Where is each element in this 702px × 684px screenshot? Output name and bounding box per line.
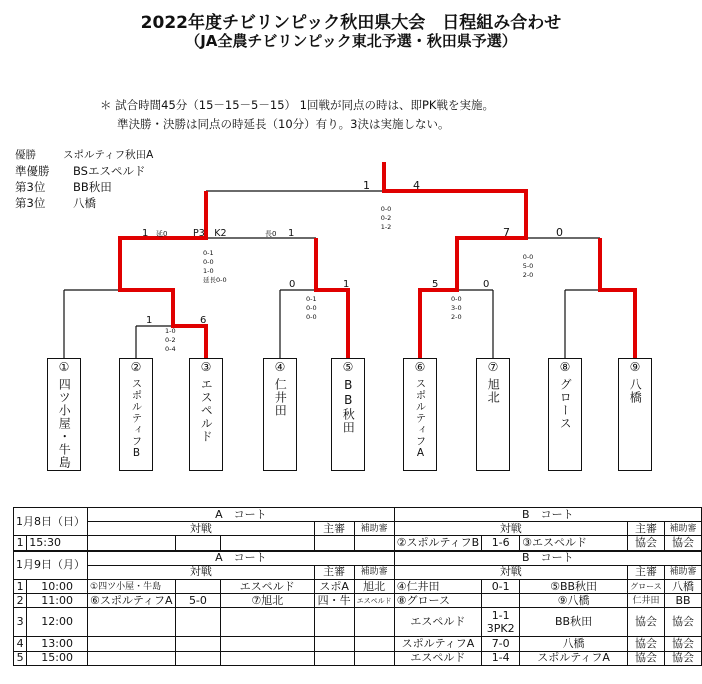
- a-assist: [354, 651, 394, 665]
- team-number: ⑥: [414, 360, 426, 374]
- b-home: ②スポルティフB: [394, 536, 482, 551]
- qf1-right-score: 6: [200, 315, 207, 326]
- qf1-left-score: 1: [146, 315, 153, 326]
- b-score: 7-0: [482, 637, 520, 651]
- team-box-4: [263, 358, 297, 471]
- team-number: ⑧: [559, 360, 571, 374]
- assist-header: 補助審: [354, 565, 394, 579]
- team-name: 旭北: [486, 377, 501, 404]
- referee-header: 主審: [627, 565, 664, 579]
- a-home: [88, 651, 176, 665]
- qf1-half: 0-2: [165, 336, 176, 344]
- note-line-2: 準決勝・決勝は同点の時延長（10分）有り。3決は実施しない。: [117, 117, 450, 131]
- a-home: [88, 637, 176, 651]
- sf2-left-score: 7: [503, 226, 510, 239]
- team-number: ⑤: [342, 360, 354, 374]
- table-row: [14, 651, 702, 665]
- sf1-half: 0-1: [203, 249, 214, 257]
- referee-header: 主審: [627, 522, 664, 536]
- assist-header: 補助審: [354, 522, 394, 536]
- a-assist: 旭北: [354, 579, 394, 593]
- team-name: BB秋田: [341, 377, 356, 434]
- b-away: ③エスペルド: [520, 536, 628, 551]
- b-assist: 八橋: [664, 579, 701, 593]
- team-name: 四ツ小屋・牛島: [57, 377, 72, 469]
- b-home: ④仁井田: [394, 579, 482, 593]
- team-box-7: [476, 358, 510, 471]
- table-row: [14, 536, 702, 551]
- team-number: ②: [130, 360, 142, 374]
- day2-court-b: B コート: [394, 551, 701, 566]
- b-ref: 協会: [627, 651, 664, 665]
- b-assist: 協会: [664, 651, 701, 665]
- b-away: ⑨八橋: [520, 594, 628, 608]
- final-half: 0-0: [380, 205, 392, 213]
- b-ref: グロース: [627, 579, 664, 593]
- a-score: [175, 637, 220, 651]
- team-box-1: [47, 358, 81, 471]
- b-score-line1: 1-1: [491, 609, 510, 623]
- rank-team: BSエスペルド: [73, 164, 146, 178]
- a-away: ⑦旭北: [220, 594, 314, 608]
- rank-team: 八橋: [73, 196, 96, 210]
- b-away: BB秋田: [520, 608, 628, 637]
- a-away: [220, 608, 314, 637]
- qf1-half: 0-4: [165, 345, 176, 353]
- a-score: 5-0: [175, 594, 220, 608]
- qf3-half: 0-0: [451, 295, 462, 303]
- a-away: [220, 651, 314, 665]
- assist-header: 補助審: [664, 565, 701, 579]
- sf2-half: 0-0: [522, 253, 534, 261]
- b-score: 1-4: [482, 651, 520, 665]
- b-score: [482, 594, 520, 608]
- a-ref: [314, 651, 354, 665]
- assist-header: 補助審: [664, 522, 701, 536]
- b-home: ⑧グロース: [394, 594, 482, 608]
- b-ref: 仁井田: [627, 594, 664, 608]
- a-away: エスペルド: [220, 579, 314, 593]
- match-no: 3: [14, 608, 27, 637]
- sf1-half: 延長0-0: [203, 276, 227, 284]
- sf1-left-score: 1: [142, 228, 149, 239]
- team-number: ④: [274, 360, 286, 374]
- final-half: 0-2: [380, 214, 392, 222]
- b-home: スポルティフA: [394, 637, 482, 651]
- sf1-half: 1-0: [203, 267, 214, 275]
- match-time: 15:00: [27, 651, 88, 665]
- b-home: エスペルド: [394, 608, 482, 637]
- a-score: [175, 651, 220, 665]
- referee-header: 主審: [314, 565, 354, 579]
- sf1-left-note: 延0: [156, 230, 168, 238]
- page-subtitle: （JA全農チビリンピック東北予選・秋田県予選）: [185, 32, 517, 50]
- a-ref: 四・牛: [314, 594, 354, 608]
- qf2-half: 0-0: [306, 313, 317, 321]
- qf3-right-score: 0: [483, 279, 490, 290]
- final-right-score: 4: [413, 179, 420, 192]
- b-score: [482, 608, 520, 637]
- table-row: [14, 579, 702, 593]
- match-header: 対戦: [88, 522, 315, 536]
- rank-team: スポルティフ秋田A: [63, 149, 154, 161]
- match-header: 対戦: [88, 565, 315, 579]
- sf2-half: 5-0: [522, 262, 534, 270]
- team-name: スポルティフB: [130, 377, 143, 460]
- b-score-line2: 3PK2: [486, 622, 515, 636]
- match-header: 対戦: [394, 565, 627, 579]
- b-assist: 協会: [664, 637, 701, 651]
- team-name: エスペルド: [199, 377, 214, 443]
- team-number: ①: [58, 360, 70, 374]
- team-box-3: [189, 358, 223, 471]
- day1-date: 1月8日（日）: [14, 508, 88, 536]
- match-time: 10:00: [27, 579, 88, 593]
- page-title: 2022年度チビリンピック秋田県大会 日程組み合わせ: [140, 13, 562, 33]
- match-no: 1: [14, 579, 27, 593]
- table-row: [14, 594, 702, 608]
- sf1-pk: P3 K2: [193, 228, 227, 239]
- a-home: [88, 608, 176, 637]
- b-ref: 協会: [627, 608, 664, 637]
- qf3-left-score: 5: [432, 279, 439, 290]
- b-away: スポルティフA: [520, 651, 628, 665]
- team-box-9: [618, 358, 652, 471]
- match-header: 対戦: [394, 522, 627, 536]
- rank-place: 第3位: [15, 180, 46, 194]
- table-row: [14, 637, 702, 651]
- final-left-score: 1: [363, 179, 370, 192]
- a-away: [220, 637, 314, 651]
- sf1-half: 0-0: [203, 258, 214, 266]
- table-row: [14, 608, 702, 637]
- b-assist: BB: [664, 594, 701, 608]
- match-time: 15:30: [27, 536, 88, 551]
- a-score: [175, 608, 220, 637]
- a-assist: エスペルド: [354, 594, 394, 608]
- rank-place: 第3位: [15, 196, 46, 210]
- a-home: ⑥スポルティフA: [88, 594, 176, 608]
- b-assist: 協会: [664, 536, 701, 551]
- team-box-5: [331, 358, 365, 471]
- qf1-half: 1-0: [165, 327, 176, 335]
- referee-header: 主審: [314, 522, 354, 536]
- day1-court-b: B コート: [394, 508, 701, 522]
- match-no: 2: [14, 594, 27, 608]
- b-away: 八橋: [520, 637, 628, 651]
- team-name: グロース: [558, 377, 573, 430]
- final-half: 1-2: [380, 223, 392, 231]
- rank-place: 準優勝: [15, 164, 50, 178]
- team-number: ③: [200, 360, 212, 374]
- team-number: ⑨: [629, 360, 641, 374]
- schedule-table: [13, 507, 702, 666]
- team-name: 仁井田: [273, 377, 288, 417]
- qf2-left-score: 0: [289, 279, 296, 290]
- match-time: 11:00: [27, 594, 88, 608]
- team-box-2: [119, 358, 153, 471]
- qf3-half: 3-0: [451, 304, 462, 312]
- rank-place: 優勝: [15, 149, 36, 161]
- b-score: 1-6: [482, 536, 520, 551]
- day1-court-a: A コート: [88, 508, 395, 522]
- a-ref: スポA: [314, 579, 354, 593]
- match-no: 5: [14, 651, 27, 665]
- team-box-8: [548, 358, 582, 471]
- sf1-right-score: 1: [288, 228, 295, 239]
- rank-team: BB秋田: [73, 180, 112, 194]
- b-score: 0-1: [482, 579, 520, 593]
- match-no: 4: [14, 637, 27, 651]
- b-away: ⑤BB秋田: [520, 579, 628, 593]
- team-box-6: [403, 358, 437, 471]
- qf2-right-score: 1: [343, 279, 350, 290]
- match-time: 13:00: [27, 637, 88, 651]
- a-ref: [314, 608, 354, 637]
- team-number: ⑦: [487, 360, 499, 374]
- a-home: ①四ツ小屋・牛島: [88, 579, 176, 593]
- a-score: [175, 579, 220, 593]
- qf3-half: 2-0: [451, 313, 462, 321]
- b-home: エスペルド: [394, 651, 482, 665]
- a-ref: [314, 637, 354, 651]
- a-assist: [354, 608, 394, 637]
- qf2-half: 0-1: [306, 295, 317, 303]
- day2-date: 1月9日（月）: [14, 551, 88, 580]
- b-ref: 協会: [627, 637, 664, 651]
- team-name: 八橋: [628, 377, 643, 404]
- day2-court-a: A コート: [88, 551, 395, 566]
- b-assist: 協会: [664, 608, 701, 637]
- b-ref: 協会: [627, 536, 664, 551]
- match-time: 12:00: [27, 608, 88, 637]
- sf1-right-note: 長0: [265, 230, 277, 238]
- qf2-half: 0-0: [306, 304, 317, 312]
- sf2-half: 2-0: [522, 271, 534, 279]
- note-line-1: ＊ 試合時間45分（15－15－5－15） 1回戦が同点の時は、即PK戦を実施。: [100, 98, 494, 112]
- sf2-right-score: 0: [556, 226, 563, 239]
- match-no: 1: [14, 536, 27, 551]
- a-assist: [354, 637, 394, 651]
- team-name: スポルティフA: [414, 377, 427, 460]
